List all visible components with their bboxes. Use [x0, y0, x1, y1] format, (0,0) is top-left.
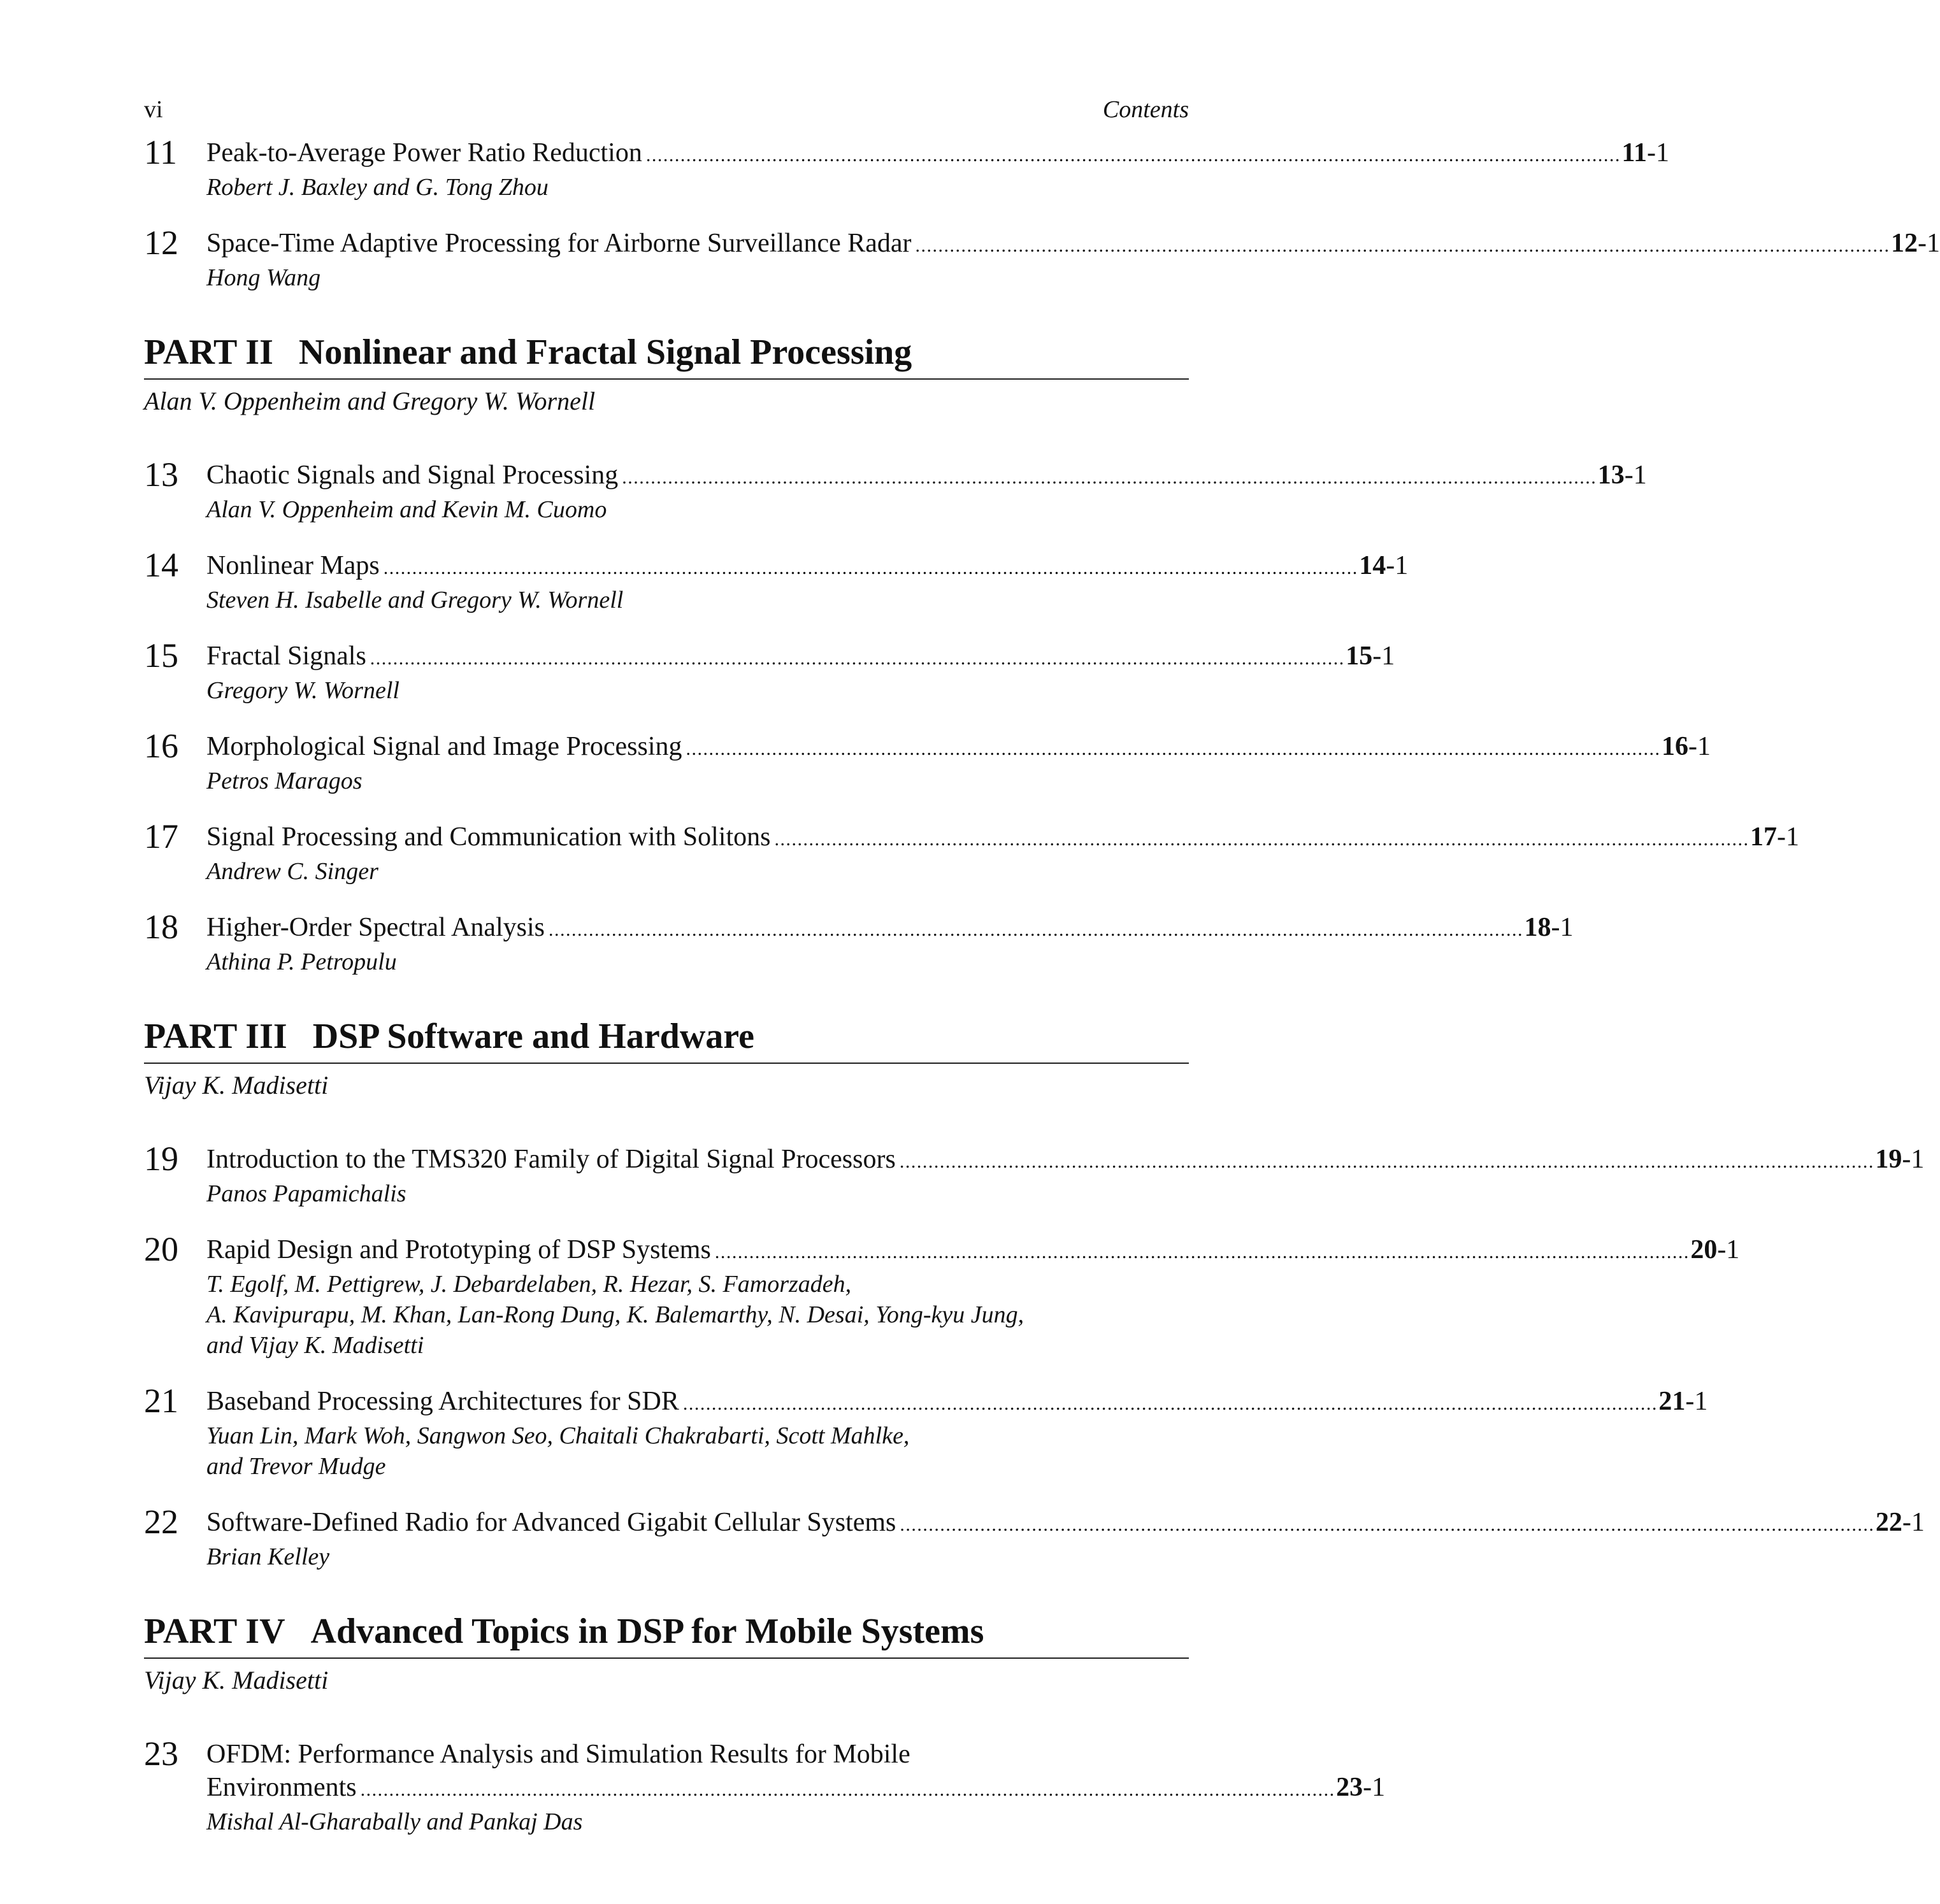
chapter-title-line[interactable] — [206, 1385, 1707, 1421]
chapter-authors: Gregory W. Wornell — [206, 677, 399, 704]
chapter-title[interactable]: Rapid Design and Prototyping of DSP Systems — [206, 1235, 711, 1264]
chapter-authors: Steven H. Isabelle and Gregory W. Wornell — [206, 587, 624, 613]
leader-dots — [361, 1773, 1333, 1807]
chapter-authors: Andrew C. Singer — [206, 858, 378, 885]
page-ref-page: -1 — [1902, 1145, 1925, 1174]
page-ref-chapter: 18 — [1524, 913, 1551, 942]
toc-entry[interactable] — [144, 455, 1647, 525]
chapter-authors: Yuan Lin, Mark Woh, Sangwon Seo, Chaitali Chakrabarti, Scott Mahlke, — [206, 1422, 910, 1449]
entry-body — [206, 908, 1574, 977]
leader-dots — [775, 823, 1747, 856]
toc-entry[interactable] — [144, 1140, 1925, 1209]
entry-body — [206, 1231, 1739, 1361]
chapter-authors: Alan V. Oppenheim and Kevin M. Cuomo — [206, 496, 607, 523]
chapter-title-line[interactable] — [206, 911, 1574, 947]
chapter-title[interactable]: Nonlinear Maps — [206, 551, 380, 580]
leader-dots — [686, 733, 1658, 766]
page-number: vi — [144, 96, 163, 123]
chapter-authors: Panos Papamichalis — [206, 1180, 406, 1207]
entry-body — [206, 547, 1408, 615]
toc-entry[interactable] — [144, 1735, 1386, 1837]
page-reference[interactable] — [1598, 459, 1647, 492]
chapter-number: 23 — [144, 1735, 178, 1773]
entry-body — [206, 134, 1669, 203]
toc-entry[interactable] — [144, 817, 1799, 887]
entry-body — [206, 1140, 1924, 1209]
part-editors: Alan V. Oppenheim and Gregory W. Wornell — [144, 387, 596, 415]
chapter-number: 13 — [144, 455, 178, 494]
toc-entry[interactable] — [144, 727, 1711, 796]
chapter-number: 22 — [144, 1503, 178, 1541]
chapter-title-line[interactable] — [206, 459, 1647, 494]
leader-dots — [715, 1236, 1687, 1269]
chapter-number: 17 — [144, 817, 178, 855]
chapter-title-line[interactable]: OFDM: Performance Analysis and Simulation Results for Mobile — [206, 1740, 910, 1769]
chapter-authors: Athina P. Petropulu — [206, 948, 397, 975]
table-of-contents — [144, 133, 1940, 1837]
chapter-number: 12 — [144, 224, 178, 262]
chapter-authors: Mishal Al-Gharabally and Pankaj Das — [206, 1808, 583, 1835]
page-ref-page: -1 — [1918, 229, 1940, 258]
chapter-authors: and Trevor Mudge — [206, 1453, 386, 1480]
chapter-title[interactable]: Space-Time Adaptive Processing for Airborne Surveillance Radar — [206, 229, 912, 258]
chapter-authors: Hong Wang — [206, 264, 321, 291]
page-ref-chapter: 23 — [1336, 1773, 1363, 1802]
entry-body — [206, 1503, 1925, 1572]
chapter-title[interactable]: Baseband Processing Architectures for SDR — [206, 1387, 679, 1416]
part-section — [144, 1610, 1386, 1837]
part-title: DSP Software and Hardware — [312, 1017, 754, 1056]
chapter-number: 19 — [144, 1140, 178, 1178]
chapter-number: 14 — [144, 546, 178, 584]
page-ref-page: -1 — [1363, 1773, 1386, 1802]
chapter-title-line[interactable] — [206, 1233, 1739, 1269]
toc-entry[interactable] — [144, 1230, 1740, 1361]
toc-page — [144, 96, 1940, 1859]
page-ref-chapter: 12 — [1891, 229, 1918, 258]
entry-body — [206, 818, 1799, 887]
chapter-title-line[interactable] — [206, 640, 1395, 675]
page-ref-page: -1 — [1647, 138, 1670, 168]
page-ref-page: -1 — [1685, 1387, 1708, 1416]
entry-body — [206, 637, 1395, 706]
part-entries — [144, 455, 1799, 977]
leader-dots — [900, 1145, 1872, 1178]
part-title: Advanced Topics in DSP for Mobile Systems — [310, 1612, 984, 1651]
leader-dots — [549, 913, 1521, 947]
chapter-authors: and Vijay K. Madisetti — [206, 1332, 424, 1359]
entry-body — [206, 456, 1647, 525]
chapter-number: 15 — [144, 636, 178, 675]
page-ref-chapter: 21 — [1658, 1387, 1686, 1416]
page-reference[interactable] — [1750, 820, 1799, 854]
toc-entry[interactable] — [144, 546, 1409, 615]
page-reference[interactable] — [1662, 730, 1711, 763]
chapter-title-line[interactable] — [206, 227, 1940, 262]
chapter-authors: Petros Maragos — [206, 768, 363, 794]
page-ref-chapter: 14 — [1359, 551, 1386, 580]
page-reference[interactable] — [1525, 911, 1574, 944]
page-ref-page: -1 — [1688, 732, 1711, 761]
chapter-number: 11 — [144, 133, 177, 171]
page-ref-chapter: 19 — [1875, 1145, 1902, 1174]
part-entries — [144, 1140, 1925, 1572]
chapter-title[interactable]: Chaotic Signals and Signal Processing — [206, 461, 619, 490]
leader-dots — [916, 229, 1888, 262]
chapter-title[interactable]: Fractal Signals — [206, 641, 366, 671]
toc-entry[interactable] — [144, 1503, 1925, 1572]
page-reference[interactable] — [1621, 136, 1669, 169]
part-heading — [144, 331, 1189, 380]
page-ref-page: -1 — [1551, 913, 1574, 942]
part-editors: Vijay K. Madisetti — [144, 1071, 329, 1099]
page-ref-page: -1 — [1717, 1235, 1740, 1264]
chapter-title[interactable]: Software-Defined Radio for Advanced Gigabit Cellular Systems — [206, 1508, 896, 1537]
page-ref-chapter: 15 — [1346, 641, 1373, 671]
page-ref-page: -1 — [1624, 461, 1647, 490]
leader-dots — [384, 552, 1356, 585]
running-title: Contents — [1102, 96, 1189, 123]
chapter-number: 18 — [144, 908, 178, 946]
page-reference[interactable] — [1891, 227, 1940, 260]
page-reference[interactable] — [1875, 1143, 1924, 1176]
part-entries — [144, 1735, 1386, 1837]
page-ref-page: -1 — [1372, 641, 1395, 671]
leader-dots — [683, 1387, 1655, 1421]
part-section — [144, 331, 1799, 977]
chapter-title[interactable]: Morphological Signal and Image Processing — [206, 732, 682, 761]
chapter-number: 16 — [144, 727, 178, 765]
chapter-authors: Robert J. Baxley and G. Tong Zhou — [206, 174, 549, 201]
chapter-title-line[interactable] — [206, 1506, 1925, 1542]
chapter-number: 21 — [144, 1382, 178, 1420]
page-reference[interactable] — [1359, 549, 1408, 582]
page-ref-page: -1 — [1902, 1508, 1925, 1537]
chapter-title-line[interactable] — [206, 1771, 1385, 1807]
chapter-title[interactable]: Introduction to the TMS320 Family of Digital Signal Processors — [206, 1145, 896, 1174]
page-ref-chapter: 13 — [1597, 461, 1625, 490]
page-ref-chapter: 22 — [1875, 1508, 1902, 1537]
chapter-title[interactable]: Environments — [206, 1773, 357, 1802]
chapter-title-line[interactable] — [206, 1143, 1924, 1178]
chapter-title-line[interactable] — [206, 730, 1711, 766]
toc-entry[interactable] — [144, 224, 1940, 293]
part-section — [144, 1015, 1925, 1572]
page-ref-chapter: 16 — [1662, 732, 1689, 761]
entry-body — [206, 224, 1940, 293]
chapter-authors: T. Egolf, M. Pettigrew, J. Debardelaben, R. Hezar, S. Famorzadeh, — [206, 1271, 852, 1298]
chapter-title[interactable]: Higher-Order Spectral Analysis — [206, 913, 545, 942]
page-ref-chapter: 11 — [1621, 138, 1648, 168]
page-reference[interactable] — [1876, 1506, 1925, 1539]
part-label: PART IV — [144, 1612, 285, 1651]
page-reference[interactable] — [1690, 1233, 1739, 1266]
part-label: PART III — [144, 1017, 287, 1056]
chapter-number: 20 — [144, 1230, 178, 1268]
leader-dots — [622, 461, 1594, 494]
page-ref-page: -1 — [1777, 822, 1799, 852]
running-head — [144, 96, 1189, 134]
page-reference[interactable] — [1336, 1771, 1385, 1804]
chapter-title-line[interactable] — [206, 136, 1669, 172]
page-ref-chapter: 20 — [1690, 1235, 1718, 1264]
entry-body — [206, 727, 1711, 796]
page-ref-chapter: 17 — [1750, 822, 1777, 852]
entry-body — [206, 1735, 1385, 1837]
chapter-authors: Brian Kelley — [206, 1543, 330, 1570]
leader-dots — [646, 139, 1618, 172]
chapter-title-line[interactable] — [206, 820, 1799, 856]
page-ref-page: -1 — [1386, 551, 1409, 580]
part-heading — [144, 1610, 1189, 1659]
entry-body — [206, 1382, 1707, 1482]
part-editors: Vijay K. Madisetti — [144, 1666, 329, 1694]
chapter-title[interactable]: Signal Processing and Communication with Solitons — [206, 822, 771, 852]
chapter-authors: A. Kavipurapu, M. Khan, Lan-Rong Dung, K. Balemarthy, N. Desai, Yong-kyu Jung, — [206, 1301, 1024, 1328]
page-reference[interactable] — [1658, 1385, 1707, 1418]
toc-entry[interactable] — [144, 133, 1670, 203]
chapter-title[interactable]: Peak-to-Average Power Ratio Reduction — [206, 138, 642, 168]
toc-entry[interactable] — [144, 636, 1395, 706]
chapter-title-line[interactable] — [206, 549, 1408, 585]
toc-entry[interactable] — [144, 908, 1574, 977]
toc-entry[interactable] — [144, 1382, 1708, 1482]
page-reference[interactable] — [1346, 640, 1395, 673]
leader-dots — [900, 1508, 1872, 1542]
part-title: Nonlinear and Fractal Signal Processing — [298, 333, 912, 372]
part-heading — [144, 1015, 1189, 1064]
part-label: PART II — [144, 333, 273, 372]
leader-dots — [370, 642, 1342, 675]
